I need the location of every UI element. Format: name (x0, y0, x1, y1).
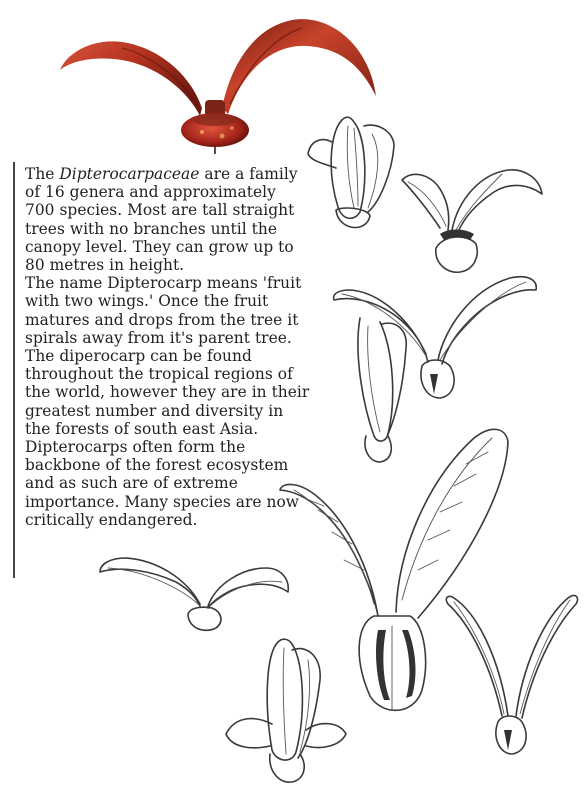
text-margin-rule (13, 162, 15, 578)
sketch-seed-curled (398, 160, 548, 280)
sketch-seed-upright (302, 112, 402, 252)
family-name-italic: Dipterocarpaceae (59, 165, 200, 183)
sketch-seed-flying (96, 548, 292, 634)
sketch-seed-bottom (222, 634, 350, 790)
intro-text-start: The (25, 165, 60, 183)
article-text (25, 165, 310, 529)
sketch-seed-slender (442, 590, 580, 758)
intro-text-rest: are a family of 16 genera and approximately 700 species. Most are tall straight trees with no branches until the canopy level. They can grow up to 80 metres in height. (25, 165, 298, 275)
article-paragraph-1 (25, 165, 310, 274)
article-paragraph-2: The name Dipterocarp means 'fruit with two wings.' Once the fruit matures and drops from the tree it spirals away from it's parent tree. The diperocarp can be found throughout the tropical regions of the world, however they are in their greatest number and diversity in the forests of south east Asia. Dipterocarps often form the backbone of the forest ecosystem and as such are of extreme importance. Many species are now critically endangered. (25, 274, 310, 529)
